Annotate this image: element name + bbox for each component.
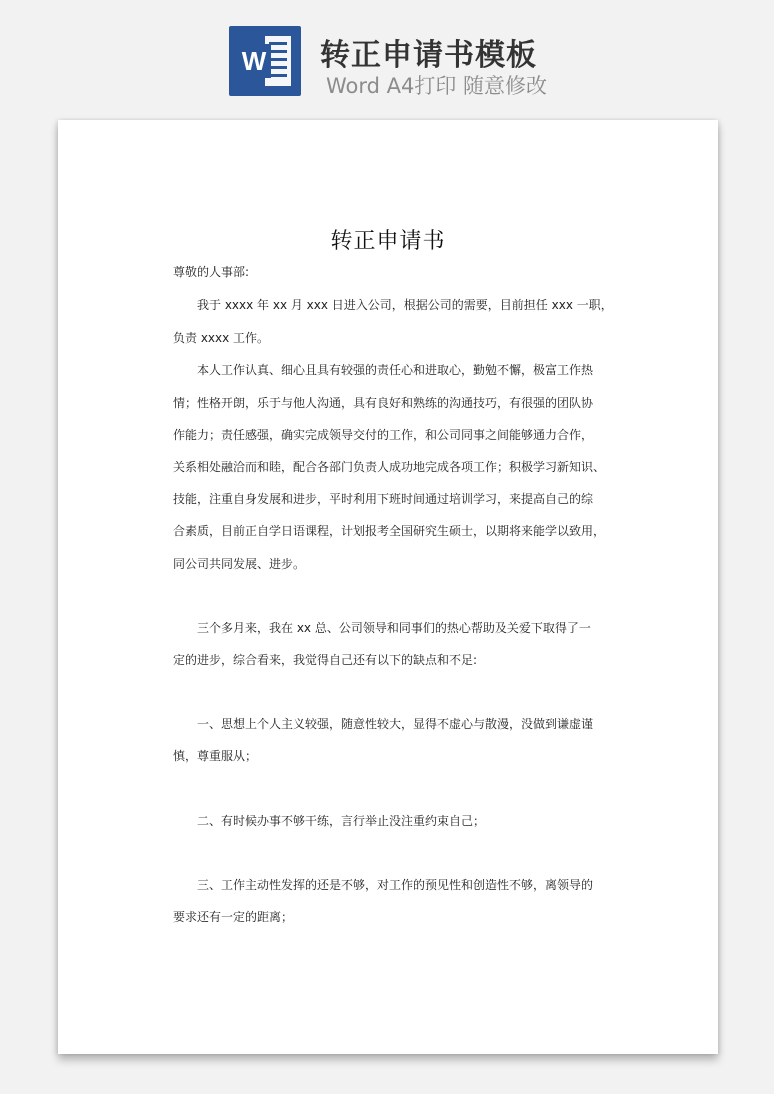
- document-page: [58, 120, 718, 1054]
- paragraph-line: 合素质，目前正自学日语课程，计划报考全国研究生硕士，以期将来能学以致用，: [173, 524, 606, 538]
- paragraph-line: 我于 xxxx 年 xx 月 xxx 日进入公司，根据公司的需要，目前担任 xxx 一职，: [173, 298, 613, 312]
- paragraph-line: 情；性格开朗，乐于与他人沟通，具有良好和熟练的沟通技巧，有很强的团队协: [173, 396, 594, 410]
- paragraph-line: 一、思想上个人主义较强，随意性较大，显得不虚心与散漫，没做到谦虚谨: [173, 717, 594, 731]
- paragraph-line: 二、有时候办事不够干练，言行举止没注重约束自己；: [173, 814, 486, 828]
- paragraph-line: 定的进步，综合看来，我觉得自己还有以下的缺点和不足:: [173, 653, 478, 667]
- paragraph-line: 本人工作认真、细心且具有较强的责任心和进取心，勤勉不懈，极富工作热: [173, 363, 594, 377]
- paragraph-line: 作能力；责任感强，确实完成领导交付的工作，和公司同事之间能够通力合作，: [173, 428, 594, 442]
- word-logo-icon: [229, 26, 301, 96]
- paragraph-line: 要求还有一定的距离；: [173, 910, 294, 924]
- greeting-line: 尊敬的人事部:: [173, 265, 250, 279]
- header-title: 转正申请书模板: [320, 38, 537, 73]
- paragraph-line: 技能，注重自身发展和进步，平时利用下班时间通过培训学习，来提高自己的综: [173, 492, 594, 506]
- paragraph-line: 同公司共同发展、进步。: [173, 557, 306, 571]
- paragraph-line: 关系相处融洽而和睦，配合各部门负责人成功地完成各项工作；积极学习新知识、: [173, 460, 606, 474]
- paragraph-line: 三个多月来，我在 xx 总、公司领导和同事们的热心帮助及关爱下取得了一: [173, 621, 591, 635]
- logo-letter: W: [237, 44, 271, 78]
- header: [0, 0, 774, 110]
- header-subtitle: Word A4打印 随意修改: [326, 74, 548, 98]
- document-title: 转正申请书: [330, 229, 446, 254]
- paragraph-line: 慎，尊重服从；: [173, 749, 258, 763]
- paragraph-line: 三、工作主动性发挥的还是不够，对工作的预见性和创造性不够，离领导的: [173, 878, 594, 892]
- paragraph-line: 负责 xxxx 工作。: [173, 331, 270, 345]
